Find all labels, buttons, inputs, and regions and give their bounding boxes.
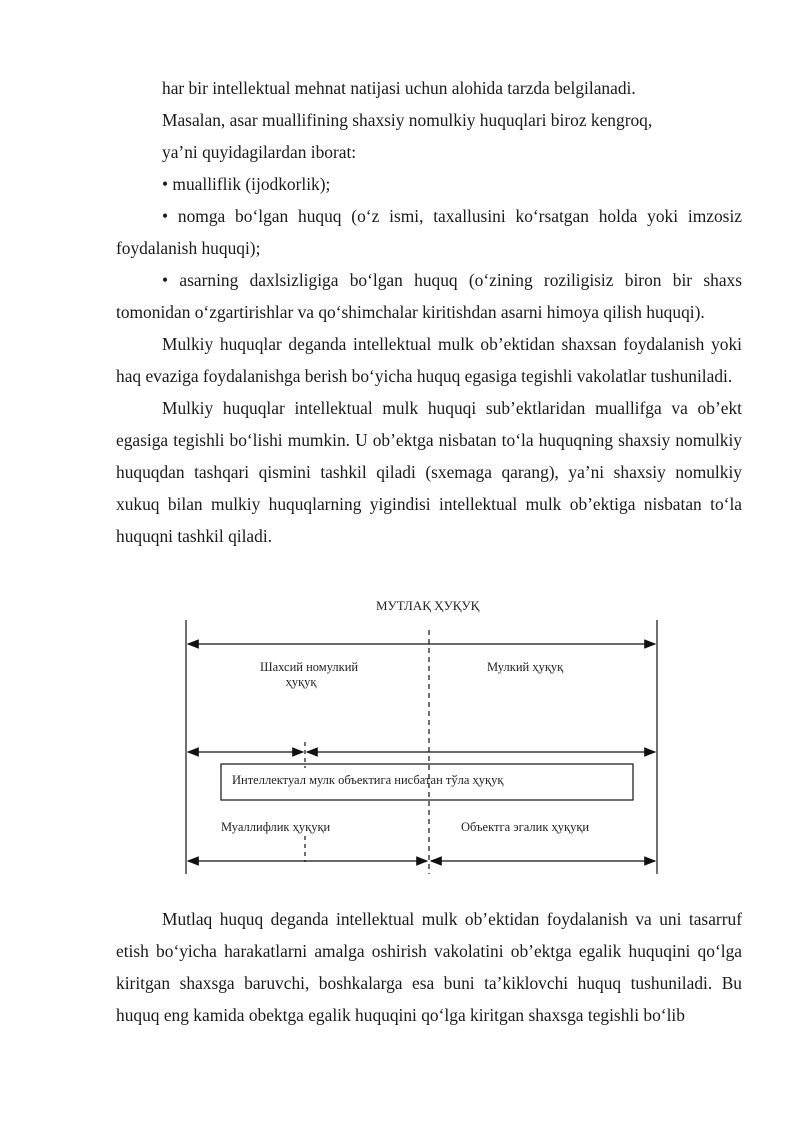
rights-diagram: [176, 596, 666, 878]
personal-nonproperty-label-line2: ҳуқуқ: [285, 675, 317, 689]
paragraph: Masalan, asar muallifining shaxsiy nomulkiy huquqlari biroz kengroq,: [162, 110, 653, 130]
diagram-title: МУТЛАҚ ҲУҚУҚ: [376, 598, 480, 613]
paragraph: Mulkiy huquqlar intellektual mulk huquqi sub’ektlaridan muallifga va ob’ekt egasiga tegishli bo‘lishi mumkin. U ob’ektga nisbatan to‘la huquqning shaxsiy nomulkiy huquqdan tashqari qismini tashkil qiladi (sxemaga qarang), ya’ni shaxsiy nomulkiy xukuq bilan mulkiy huquqlarning yigindisi intellektual mulk ob’ektiga nisbatan to‘la huquqni tashkil qiladi.: [116, 398, 742, 546]
bullet-item: • mualliflik (ijodkorlik);: [162, 174, 331, 194]
text-block-top: [116, 72, 742, 552]
full-right-box-label: Интеллектуал мулк объектига нисбатан тўла ҳуқуқ: [232, 773, 504, 787]
property-right-label: Мулкий ҳуқуқ: [487, 660, 564, 674]
authorship-right-label: Муаллифлик ҳуқуқи: [221, 820, 331, 834]
paragraph: har bir intellektual mehnat natijasi uchun alohida tarzda belgilanadi.: [162, 78, 636, 98]
paragraph: Mutlaq huquq deganda intellektual mulk ob’ektidan foydalanish va uni tasarruf etish bo‘yicha harakatlarni amalga oshirish vakolatini ob’ektga egalik huquqini qo‘lga kiritgan shaxsga baruvchi, boshkalarga esa buni ta’kiklovchi huquq tushuniladi. Bu huquq eng kamida obektga egalik huquqini qo‘lga kiritgan shaxsga tegishli bo‘lib: [116, 909, 742, 1025]
personal-nonproperty-label-line1: Шахсий номулкий: [260, 660, 359, 674]
bullet-item: • asarning daxlsizligiga bo‘lgan huquq (o‘zining roziligisiz biron bir shaxs tomonidan o‘zgartirishlar va qo‘shimchalar kiritishdan asarni himoya qilish huquqi).: [116, 270, 742, 322]
diagram-lines: [176, 596, 666, 878]
paragraph: ya’ni quyidagilardan iborat:: [162, 142, 357, 162]
bullet-item: • nomga bo‘lgan huquq (o‘z ismi, taxallusini ko‘rsatgan holda yoki imzosiz foydalanish huquqi);: [116, 206, 742, 258]
paragraph: Mulkiy huquqlar deganda intellektual mulk ob’ektidan shaxsan foydalanish yoki haq evaziga foydalanishga berish bo‘yicha huquq egasiga tegishli vakolatlar tushuniladi.: [116, 334, 742, 386]
personal-nonproperty-label: [260, 660, 358, 690]
ownership-right-label: Объектга эгалик ҳуқуқи: [461, 820, 590, 834]
text-block-bottom: [116, 903, 742, 1031]
